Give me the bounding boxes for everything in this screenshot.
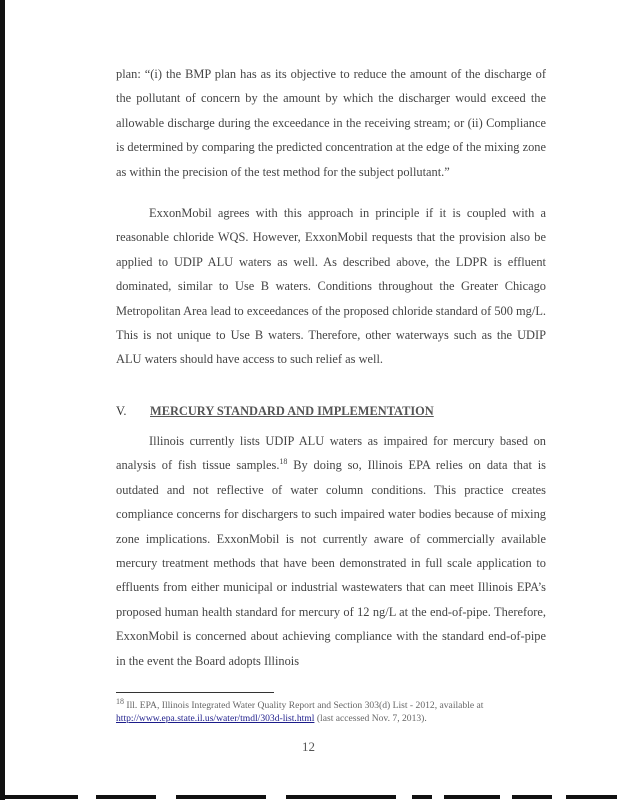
footnote-18 <box>116 696 556 725</box>
paragraph-bmp-plan: plan: “(i) the BMP plan has as its objective to reduce the amount of the discharge of the pollutant of concern by the amount by which the discharger would exceed the allowable discharge during the exceedance in the receiving stream; or (ii) Compliance is determined by comparing the predicted concentration at the edge of the mixing zone as within the precision of the test method for the subject pollutant.” <box>116 67 546 179</box>
scan-mark <box>412 795 432 799</box>
scan-mark <box>176 795 266 799</box>
paragraph-mercury-text-start: Illinois currently lists UDIP ALU waters as impaired for mercury based on analysis of fish tissue samples. <box>116 434 546 473</box>
footnote-text: Ill. EPA, Illinois Integrated Water Quality Report and Section 303(d) List - 2012, available at <box>124 700 484 711</box>
section-title: MERCURY STANDARD AND IMPLEMENTATION <box>150 404 434 418</box>
footnote-reference[interactable]: 18 <box>279 457 288 467</box>
scan-mark <box>286 795 396 799</box>
section-number: V. <box>116 404 127 418</box>
scan-bottom-edge <box>0 793 617 800</box>
scan-mark <box>444 795 500 799</box>
paragraph-mercury-text-rest: By doing so, Illinois EPA relies on data that is outdated and not reflective of water column conditions. This practice creates compliance concerns for dischargers to such impaired water bodies because of mixing zone implications. ExxonMobil is not currently aware of commercially available mercury treatment methods that have been demonstrated in full scale application to effluents from either municipal or industrial wastewaters that can meet Illinois EPA’s proposed human health standard for mercury of 12 ng/L at the end-of-pipe. Therefore, ExxonMobil is concerned about achieving compliance with the standard end-of-pipe in the event the Board adopts Illinois <box>116 458 546 668</box>
scan-mark <box>0 795 78 799</box>
scan-mark <box>566 795 617 799</box>
scan-mark <box>512 795 552 799</box>
footnote-divider <box>116 692 274 693</box>
paragraph-exxonmobil-agreement: ExxonMobil agrees with this approach in principle if it is coupled with a reasonable chloride WQS. However, ExxonMobil requests that the provision also be applied to UDIP ALU waters as well. As described above, the LDPR is effluent dominated, similar to Use B waters. Conditions throughout the Greater Chicago Metropolitan Area lead to exceedances of the proposed chloride standard of 500 mg/L. This is not unique to Use B waters. Therefore, other waterways such as the UDIP ALU waters should have access to such relief as well. <box>116 206 546 367</box>
footnote-suffix: (last accessed Nov. 7, 2013). <box>314 713 427 724</box>
scan-mark <box>96 795 156 799</box>
paragraph-mercury-impairment <box>116 429 546 673</box>
page-number: 12 <box>302 739 315 754</box>
footnote-number: 18 <box>116 696 124 706</box>
footnote-link[interactable]: http://www.epa.state.il.us/water/tmdl/303d-list.html <box>116 713 315 724</box>
scan-left-edge <box>0 0 5 800</box>
